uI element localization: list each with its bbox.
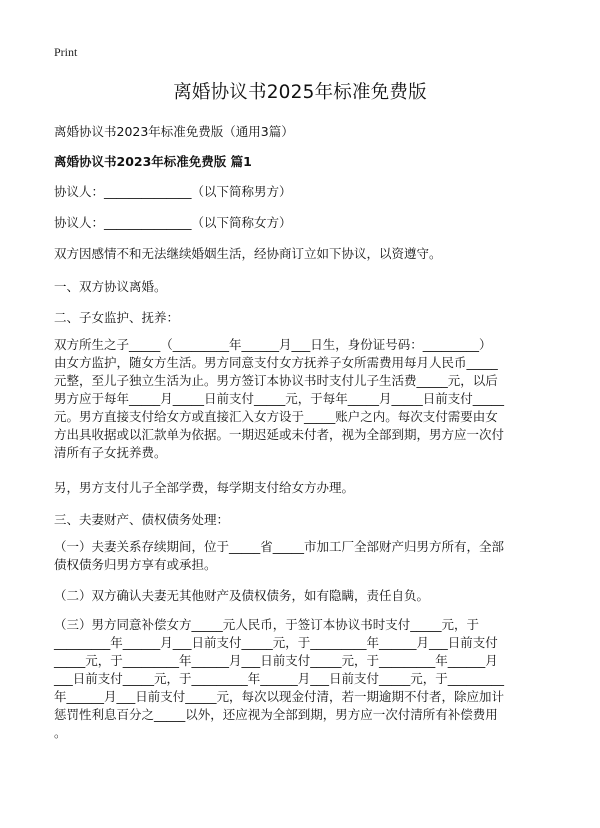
custody-line: 方出具收据或以汇款单为依据。一期迟延或未付者，视为全部到期，男方应一次付 bbox=[54, 427, 505, 442]
property-3-line: 。 bbox=[54, 725, 67, 740]
clause-2: 二、子女监护、抚养： bbox=[54, 310, 180, 325]
custody-line: 男方应于每年_____月_____日前支付_____元，于每年_____月_____日前支付_____ bbox=[54, 391, 505, 406]
property-3-line: _________年______月___日前支付_____元，于_________年______月___日前支付 bbox=[54, 635, 498, 650]
custody-line: 元整，至儿子独立生活为止。男方签订本协议书时支付儿子生活费_____元，以后 bbox=[54, 373, 498, 388]
party-male-line: 协议人：______________（以下简称男方） bbox=[54, 184, 292, 199]
custody-paragraph bbox=[54, 336, 548, 462]
property-item-2: （二）双方确认夫妻无其他财产及债权债务，如有隐瞒，责任自负。 bbox=[54, 588, 430, 603]
property-3-line: 年______月___日前支付_____元，每次以现金付清，若一期逾期不付者，除应加计 bbox=[54, 689, 505, 704]
property-item-1 bbox=[54, 538, 548, 574]
intro-paragraph: 双方因感情不和无法继续婚姻生活，经协商订立如下协议，以资遵守。 bbox=[54, 246, 442, 261]
document-subtitle: 离婚协议书2023年标准免费版（通用3篇） bbox=[54, 124, 294, 139]
clause-3: 三、夫妻财产、债权债务处理： bbox=[54, 512, 230, 527]
property-3-line: _____元，于_________年______月___日前支付_____元，于_________年______月 bbox=[54, 653, 498, 668]
property-3-line: 惩罚性利息百分之_____以外，还应视为全部到期，男方应一次付清所有补偿费用 bbox=[54, 707, 498, 722]
custody-line: 双方所生之子_____（_________年______月___日生，身份证号码：_________） bbox=[54, 337, 492, 352]
section-heading: 离婚协议书2023年标准免费版 篇1 bbox=[54, 154, 252, 169]
document-title: 离婚协议书2025年标准免费版 bbox=[173, 82, 427, 103]
clause-1: 一、双方协议离婚。 bbox=[54, 279, 167, 294]
custody-line: 元。男方直接支付给女方或直接汇入女方设于_____账户之内。每次支付需要由女 bbox=[54, 409, 498, 424]
print-label: Print bbox=[54, 45, 78, 59]
property-item-3 bbox=[54, 616, 548, 742]
party-female-line: 协议人：______________（以下简称女方） bbox=[54, 215, 292, 230]
property-3-line: （三）男方同意补偿女方_____元人民币，于签订本协议书时支付_____元，于 bbox=[54, 617, 480, 632]
property-1-line: 债权债务归男方享有或承担。 bbox=[54, 557, 217, 572]
tuition-paragraph: 另，男方支付儿子全部学费，每学期支付给女方办理。 bbox=[54, 480, 355, 495]
property-3-line: ___日前支付_____元，于_________年______月___日前支付_____元，于_________ bbox=[54, 671, 505, 686]
custody-line: 由女方监护，随女方生活。男方同意支付女方抚养子女所需费用每月人民币_____ bbox=[54, 355, 498, 370]
property-1-line: （一）夫妻关系存续期间，位于_____省_____市加工厂全部财产归男方所有，全部 bbox=[54, 539, 505, 554]
custody-line: 清所有子女抚养费。 bbox=[54, 445, 167, 460]
